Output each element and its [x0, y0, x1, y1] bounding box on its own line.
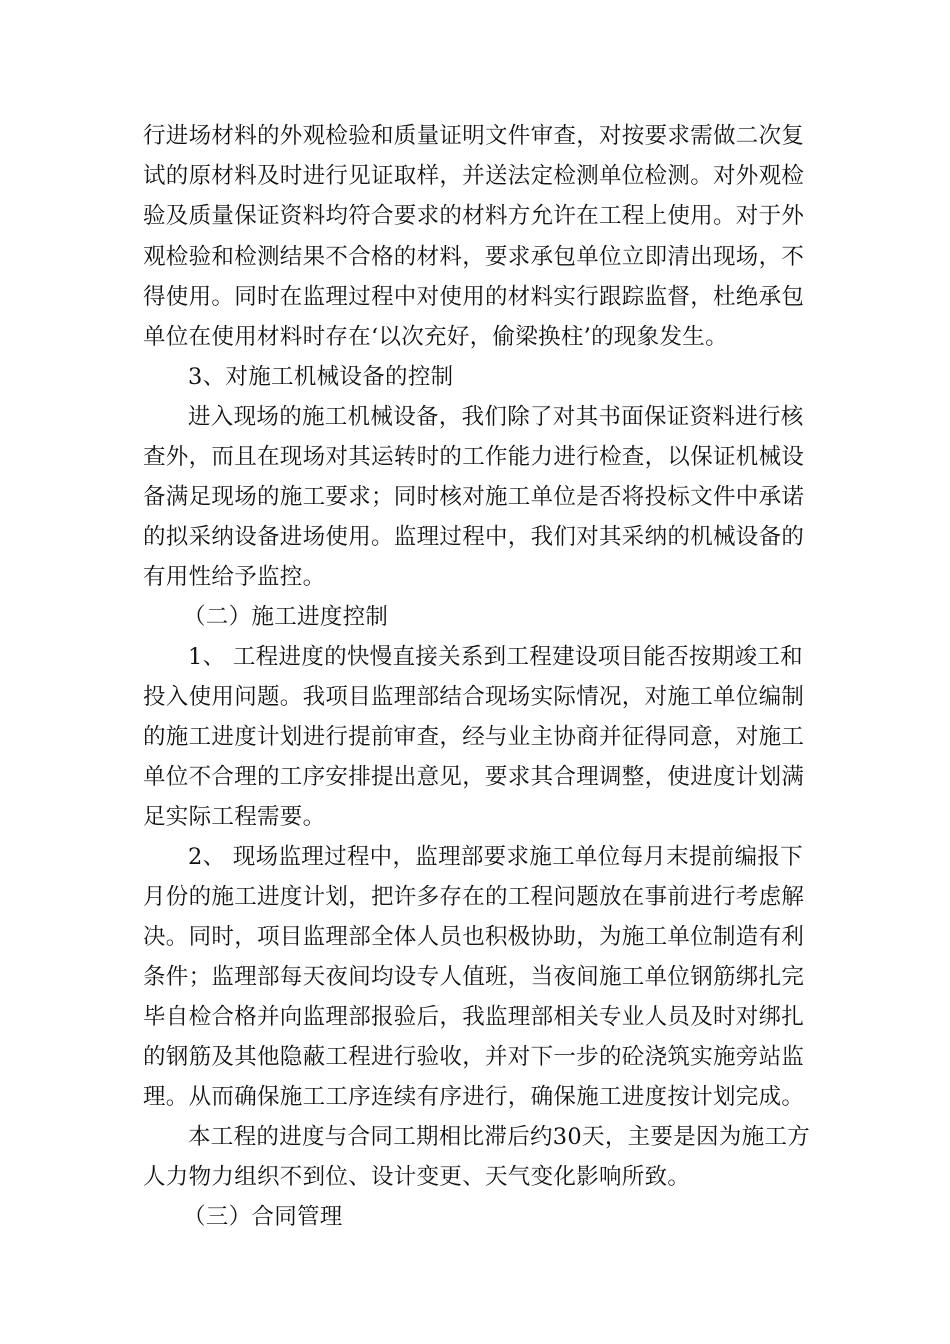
paragraph-line: 有用性给予监控。	[143, 564, 326, 590]
paragraph-line: 的拟采纳设备进场使用。监理过程中，我们对其采纳的机械设备的	[143, 524, 805, 550]
paragraph-line: 的钢筋及其他隐蔽工程进行验收，并对下一步的砼浇筑实施旁站监	[143, 1044, 805, 1070]
paragraph-line: 1、 工程进度的快慢直接关系到工程建设项目能否按期竣工和	[188, 644, 803, 670]
paragraph-line: 条件；监理部每天夜间均设专人值班，当夜间施工单位钢筋绑扎完	[143, 964, 805, 990]
paragraph-line: 足实际工程需要。	[143, 804, 326, 830]
section-heading: （二）施工进度控制	[183, 604, 389, 630]
paragraph-line: 人力物力组织不到位、设计变更、天气变化影响所致。	[143, 1164, 691, 1190]
paragraph-line: 投入使用问题。我项目监理部结合现场实际情况，对施工单位编制	[143, 684, 805, 710]
paragraph-line: 进入现场的施工机械设备，我们除了对其书面保证资料进行核	[188, 404, 804, 430]
section-heading: （三）合同管理	[183, 1204, 343, 1230]
paragraph-line: 单位在使用材料时存在‘以次充好，偷梁换柱’的现象发生。	[143, 324, 728, 350]
paragraph-line: 备满足现场的施工要求；同时核对施工单位是否将投标文件中承诺	[143, 484, 805, 510]
paragraph-line: 验及质量保证资料均符合要求的材料方允许在工程上使用。对于外	[143, 203, 805, 229]
paragraph-line: 观检验和检测结果不合格的材料，要求承包单位立即清出现场，不	[143, 244, 805, 270]
paragraph-line: 毕自检合格并向监理部报验后，我监理部相关专业人员及时对绑扎	[143, 1004, 805, 1030]
paragraph-line: 试的原材料及时进行见证取样，并送法定检测单位检测。对外观检	[143, 163, 805, 189]
paragraph-line: 2、 现场监理过程中，监理部要求施工单位每月末提前编报下	[188, 844, 803, 870]
paragraph-line: 本工程的进度与合同工期相比滞后约30天，主要是因为施工方	[188, 1124, 811, 1150]
paragraph-line: 单位不合理的工序安排提出意见，要求其合理调整，使进度计划满	[143, 764, 805, 790]
section-heading: 3、对施工机械设备的控制	[188, 364, 454, 390]
paragraph-line: 理。从而确保施工工序连续有序进行，确保施工进度按计划完成。	[143, 1084, 805, 1110]
paragraph-line: 得使用。同时在监理过程中对使用的材料实行跟踪监督，杜绝承包	[143, 284, 805, 310]
paragraph-line: 决。同时，项目监理部全体人员也积极协助，为施工单位制造有利	[143, 924, 805, 950]
paragraph-line: 的施工进度计划进行提前审查，经与业主协商并征得同意，对施工	[143, 724, 805, 750]
paragraph-line: 月份的施工进度计划，把许多存在的工程问题放在事前进行考虑解	[143, 884, 805, 910]
paragraph-line: 行进场材料的外观检验和质量证明文件审查，对按要求需做二次复	[143, 123, 805, 149]
paragraph-line: 查外，而且在现场对其运转时的工作能力进行检查，以保证机械设	[143, 444, 805, 470]
